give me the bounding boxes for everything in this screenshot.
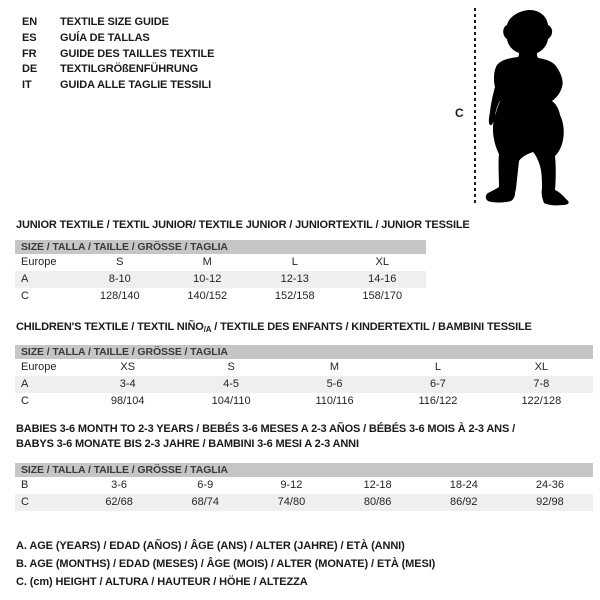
cell: 9-12 [280, 479, 303, 491]
lang-row-en [22, 15, 214, 31]
footnote-a: A. AGE (YEARS) / EDAD (AÑOS) / ÂGE (ANS) / ALTER (JAHRE) / ETÀ (ANNI) [16, 540, 405, 552]
cell: 68/74 [191, 496, 220, 508]
row-label: Europe [21, 256, 57, 268]
row-label: C [21, 496, 29, 508]
cell: 24-36 [535, 479, 565, 491]
cell: 122/128 [521, 395, 562, 407]
lang-code: DE [22, 63, 38, 76]
table-row-europe [15, 254, 426, 271]
lang-row-fr [22, 47, 214, 63]
cell: 152/158 [274, 290, 315, 302]
cell: XS [120, 361, 136, 373]
lang-row-es [22, 31, 214, 47]
cell: 62/68 [105, 496, 133, 508]
size-header-bar: SIZE / TALLA / TAILLE / GRÖSSE / TAGLIA [15, 240, 426, 254]
language-title-block [22, 15, 214, 94]
cell: 8-10 [108, 273, 131, 285]
lang-row-de [22, 62, 214, 78]
table-row-age [15, 271, 426, 288]
cell: 10-12 [193, 273, 222, 285]
lang-code: ES [22, 31, 37, 44]
table-row-months [15, 477, 593, 494]
cell: 3-4 [119, 378, 136, 390]
table-row-height [15, 393, 593, 410]
lang-label: GUÍA DE TALLAS [60, 31, 150, 44]
cell: M [202, 256, 212, 268]
cell: 7-8 [533, 378, 550, 390]
cell: 74/80 [277, 496, 306, 508]
lang-code: IT [22, 79, 32, 92]
height-dashed-line [474, 8, 476, 205]
table-row-age [15, 376, 593, 393]
lang-row-it [22, 78, 214, 94]
cell: M [329, 361, 340, 373]
lang-label: TEXTILGRÖßENFÜHRUNG [60, 63, 199, 76]
row-label: C [21, 395, 29, 407]
title-part: / TEXTILE DES ENFANTS / KINDERTEXTIL / BAMBINI TESSILE [211, 321, 532, 333]
cell: 140/152 [187, 290, 228, 302]
cell: L [291, 256, 298, 268]
lang-label: GUIDA ALLE TAGLIE TESSILI [60, 79, 212, 92]
cell: 14-16 [368, 273, 397, 285]
cell: XL [534, 361, 549, 373]
cell: 6-7 [429, 378, 446, 390]
cell: 98/104 [110, 395, 145, 407]
cell: 158/170 [362, 290, 403, 302]
cell: 4-5 [223, 378, 240, 390]
lang-code: EN [22, 16, 38, 28]
footnote-c: C. (cm) HEIGHT / ALTURA / HAUTEUR / HÖHE / ALTEZZA [16, 576, 308, 589]
footnote-legend [16, 537, 435, 592]
junior-table [15, 240, 426, 305]
table-row-europe [15, 359, 593, 376]
cell: 18-24 [449, 479, 478, 491]
lang-label: GUIDE DES TAILLES TEXTILE [60, 47, 215, 60]
height-marker-label: C [455, 106, 464, 120]
cell: S [227, 361, 235, 373]
row-label: Europe [21, 361, 57, 373]
cell: 92/98 [536, 496, 564, 508]
cell: 86/92 [450, 496, 478, 508]
row-label: B [21, 479, 29, 491]
babies-table-title-line2: BABYS 3-6 MONATE BIS 2-3 JAHRE / BAMBINI 3-6 MESI A 2-3 ANNI [16, 438, 359, 450]
cell: 116/122 [418, 395, 458, 407]
title-part: CHILDREN'S TEXTILE / TEXTIL NIÑO [16, 321, 204, 333]
toddler-silhouette-icon [478, 4, 588, 206]
cell: 80/86 [363, 496, 392, 508]
cell: 12-13 [280, 273, 309, 285]
cell: 110/116 [315, 395, 354, 407]
cell: 128/140 [99, 290, 140, 302]
table-row-height [15, 494, 593, 511]
size-header-bar: SIZE / TALLA / TAILLE / GRÖSSE / TAGLIA [15, 345, 593, 359]
junior-table-title: JUNIOR TEXTILE / TEXTIL JUNIOR/ TEXTILE JUNIOR / JUNIORTEXTIL / JUNIOR TESSILE [16, 219, 470, 231]
cell: 12-18 [363, 479, 392, 491]
row-label: A [21, 273, 29, 285]
cell: 6-9 [197, 479, 214, 491]
table-row-height [15, 288, 426, 305]
lang-code: FR [22, 47, 37, 60]
cell: XL [375, 256, 389, 268]
cell: L [434, 361, 441, 373]
babies-table [15, 463, 593, 511]
children-table [15, 345, 593, 410]
cell: S [116, 256, 124, 268]
cell: 3-6 [111, 479, 128, 491]
row-label: C [21, 290, 29, 302]
cell: 5-6 [326, 378, 343, 390]
babies-table-title-line1: BABIES 3-6 MONTH TO 2-3 YEARS / BEBÉS 3-6 MESES A 2-3 AÑOS / BÉBÉS 3-6 MOIS À 2-3 ANS / [16, 423, 515, 435]
lang-label: TEXTILE SIZE GUIDE [60, 16, 169, 28]
row-label: A [21, 378, 29, 390]
footnote-b: B. AGE (MONTHS) / EDAD (MESES) / ÂGE (MOIS) / ALTER (MONATE) / ETÀ (MESI) [16, 558, 436, 571]
title-subscript: /A [203, 325, 212, 334]
children-table-title [16, 321, 532, 334]
size-header-bar: SIZE / TALLA / TAILLE / GRÖSSE / TAGLIA [15, 463, 593, 477]
cell: 104/110 [211, 395, 251, 407]
